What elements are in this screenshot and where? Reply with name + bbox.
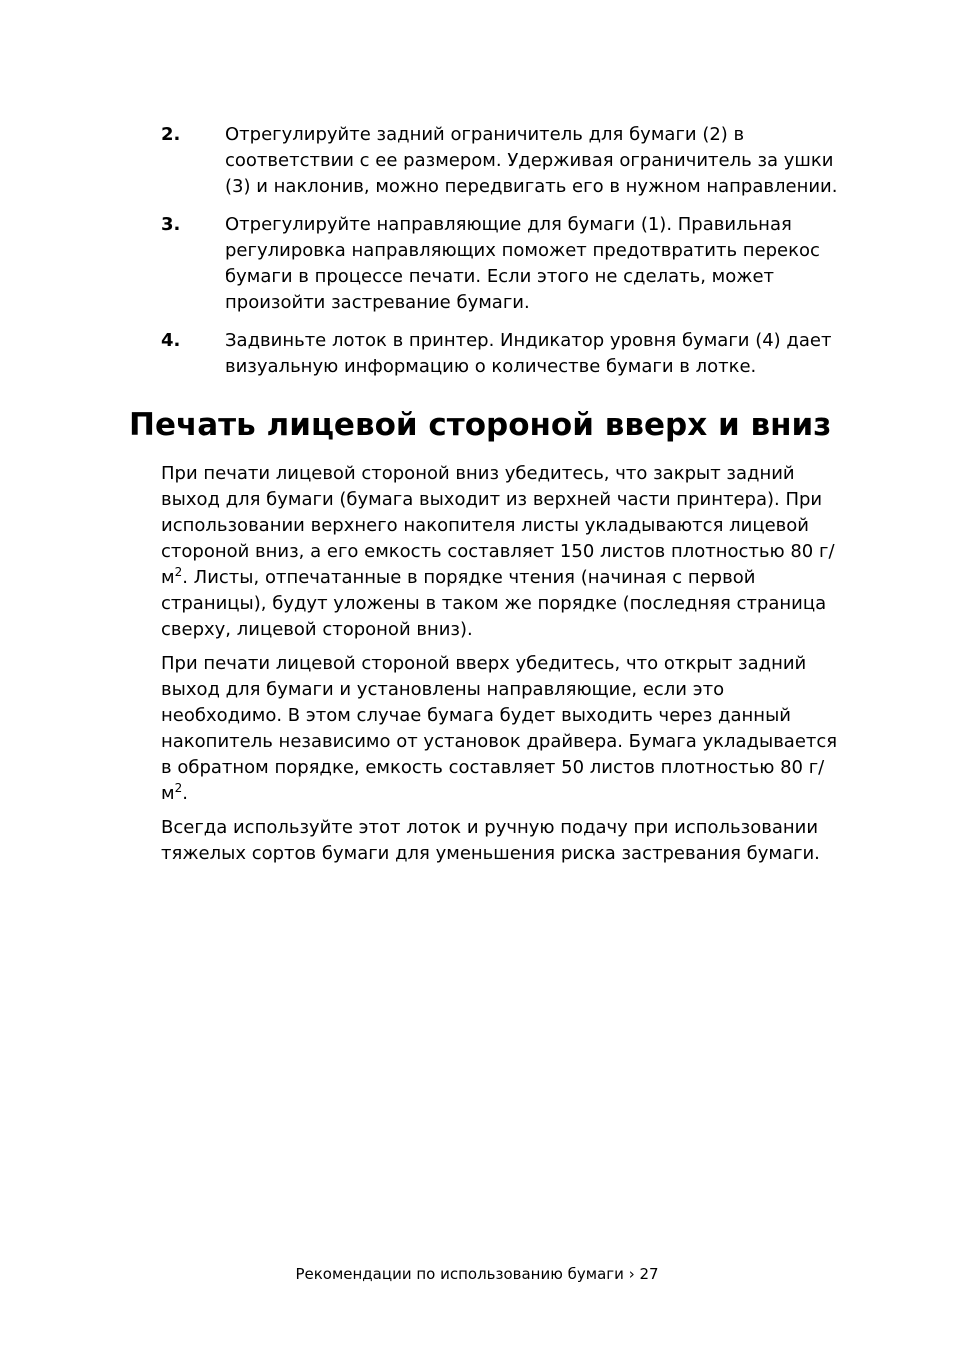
section-heading: Печать лицевой стороной вверх и вниз — [129, 407, 832, 443]
numbered-step-list — [161, 122, 841, 392]
section-body — [161, 461, 841, 875]
list-item — [161, 122, 841, 200]
paragraph-face-up — [161, 651, 841, 807]
list-item — [161, 328, 841, 380]
paragraph-text: При печати лицевой стороной вверх убедитесь, что открыт задний выход для бумаги и установлены направляющие, если это необходимо. В этом случае бумага будет выходить через данный накопитель независимо от установок драйвера. Бумага укладывается в обратном порядке, емкость составляет 50 листов плотностью 80 г/м — [161, 653, 838, 804]
paragraph-heavy-paper: Всегда используйте этот лоток и ручную подачу при использовании тяжелых сортов бумаги для уменьшения риска застревания бумаги. — [161, 817, 820, 864]
footer-separator: › — [628, 1265, 635, 1283]
paragraph-text: . Листы, отпечатанные в порядке чтения (начиная с первой страницы), будут уложены в таком же порядке (последняя страница сверху, лицевой стороной вниз). — [161, 567, 827, 640]
footer-content — [295, 1262, 658, 1286]
list-item — [161, 212, 841, 316]
step-number: 4. — [161, 330, 181, 351]
footer-chapter-title: Рекомендации по использованию бумаги — [295, 1265, 624, 1283]
step-text: Отрегулируйте задний ограничитель для бумаги (2) в соответствии с ее размером. Удерживая ограничитель за ушки (3) и наклонив, можно передвигать его в нужном направлении. — [225, 124, 838, 197]
paragraph-face-down — [161, 461, 841, 643]
paragraph-text: При печати лицевой стороной вниз убедитесь, что закрыт задний выход для бумаги (бумага выходит из верхней части принтера). При использовании верхнего накопителя листы укладываются лицевой стороной вниз, а его емкость составляет 150 листов плотностью 80 г/м — [161, 463, 835, 588]
step-number: 2. — [161, 124, 181, 145]
step-number: 3. — [161, 214, 181, 235]
step-text: Задвиньте лоток в принтер. Индикатор уровня бумаги (4) дает визуальную информацию о количестве бумаги в лотке. — [225, 330, 832, 377]
page-number: 27 — [639, 1265, 659, 1283]
superscript: 2 — [174, 781, 183, 795]
paragraph-text: . — [182, 783, 188, 804]
step-text: Отрегулируйте направляющие для бумаги (1). Правильная регулировка направляющих поможет предотвратить перекос бумаги в процессе печати. Если этого не сделать, может произойти застревание бумаги. — [225, 214, 820, 313]
page-footer — [0, 1262, 954, 1286]
superscript: 2 — [174, 565, 183, 579]
